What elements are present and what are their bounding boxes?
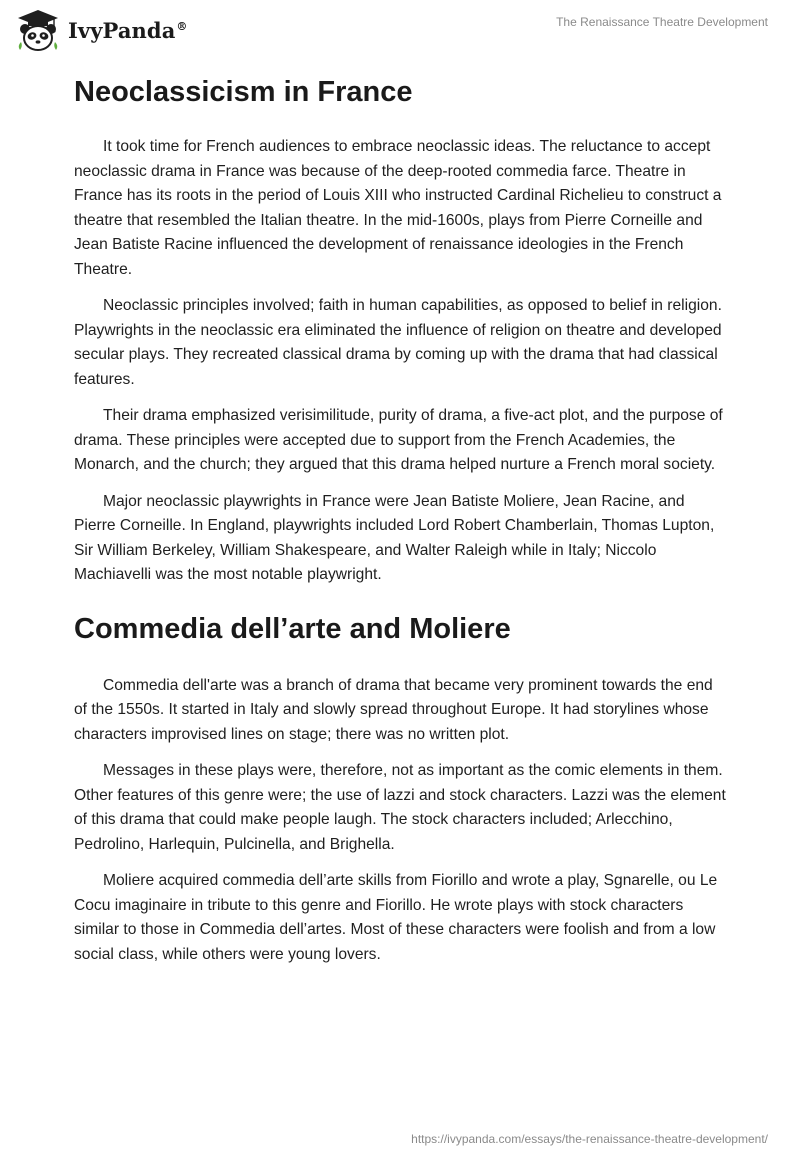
panda-graduate-icon — [14, 8, 62, 52]
paragraph: Commedia dell'arte was a branch of drama that became very prominent towards the end of the 1550s. It started in Italy and slowly spread throughout Europe. It had storylines whose characters improvised lines on stage; there was no written plot. — [74, 676, 713, 743]
page-header — [0, 0, 800, 60]
article-body — [74, 70, 726, 967]
paragraph: Their drama emphasized verisimilitude, purity of drama, a five-act plot, and the purpose of drama. These principles were accepted due to support from the French Academies, the Monarch, and the church; they argued that this drama helped nurture a French moral society. — [74, 407, 723, 473]
source-url[interactable]: https://ivypanda.com/essays/the-renaissance-theatre-development/ — [411, 1132, 768, 1146]
section-heading: Neoclassicism in France — [74, 76, 413, 108]
paragraph: Neoclassic principles involved; faith in human capabilities, as opposed to belief in religion. Playwrights in the neoclassic era eliminated the influence of religion on theatre and developed secular plays. They recreated classical drama by coming up with the drama that had classical features. — [74, 297, 722, 388]
paragraph: Moliere acquired commedia dell’arte skills from Fiorillo and wrote a play, Sgnarelle, ou Le Cocu imaginaire in tribute to this genre and Fiorillo. He wrote plays with stock characters similar to those in Commedia dell’artes. Most of these characters were foolish and from a low social class, while others were young lovers. — [74, 872, 718, 963]
paragraph: Messages in these plays were, therefore, not as important as the comic elements in them. Other features of this genre were; the use of lazzi and stock characters. Lazzi was the element of this drama that could make people laugh. The stock characters included; Arlecchino, Pedrolino, Harlequin, Pulcinella, and Brighella. — [74, 762, 726, 853]
paragraph: It took time for French audiences to embrace neoclassic ideas. The reluctance to accept neoclassic drama in France was because of the deep-rooted commedia farce. Theatre in France has its roots in the period of Louis XIII who instructed Cardinal Richelieu to construct a theatre that resembled the Italian theatre. In the mid-1600s, plays from Pierre Corneille and Jean Batiste Racine influenced the development of renaissance ideologies in the French Theatre. — [74, 138, 722, 278]
section-commedia — [74, 609, 726, 968]
section-heading: Commedia dell’arte and Moliere — [74, 612, 511, 645]
brand-name: IvyPanda® — [68, 17, 188, 43]
section-neoclassicism — [74, 72, 726, 588]
ivypanda-logo[interactable] — [14, 8, 188, 52]
document-title: The Renaissance Theatre Development — [556, 15, 768, 29]
paragraph: Major neoclassic playwrights in France were Jean Batiste Moliere, Jean Racine, and Pierre Corneille. In England, playwrights included Lord Robert Chamberlain, Thomas Lupton, Sir William Berkeley, William Shakespeare, and Walter Raleigh while in Italy; Niccolo Machiavelli was the most notable playwright. — [74, 492, 715, 583]
